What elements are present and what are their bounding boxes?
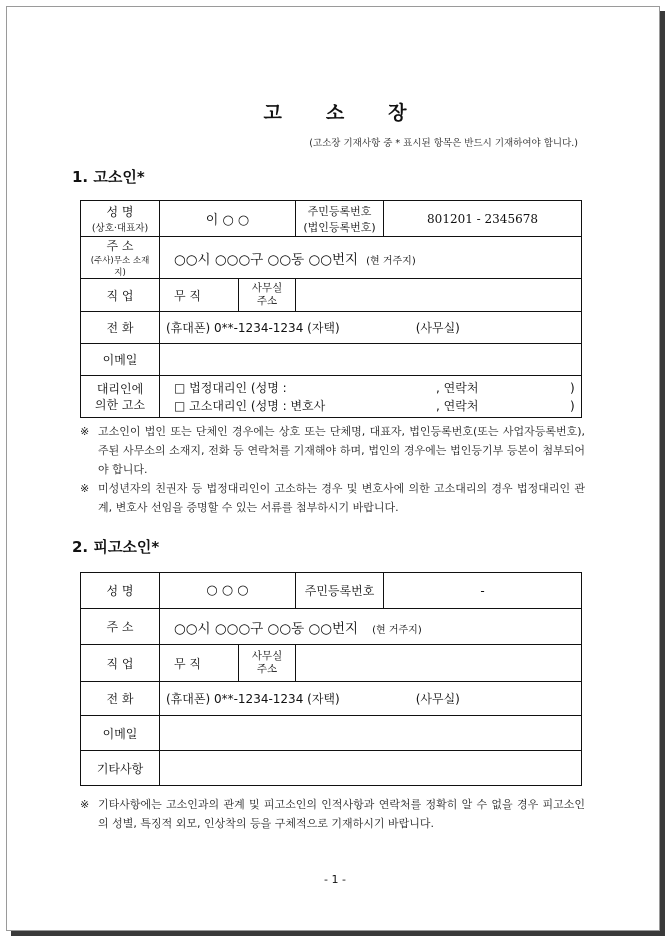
phone-value[interactable]: (휴대폰) 0**-1234-1234 (자택) (사무실) — [160, 682, 582, 716]
email-label: 이메일 — [81, 716, 160, 751]
row-address — [81, 237, 582, 279]
legal-rep-line[interactable]: □ 법정대리인 (성명 : , 연락처 ) — [174, 380, 575, 395]
name-label: 성 명 — [81, 573, 160, 609]
row-name — [81, 573, 582, 609]
job-label: 직 업 — [81, 645, 160, 682]
office-address-value[interactable] — [296, 279, 582, 312]
row-email — [81, 716, 582, 751]
title-char: 장 — [388, 102, 407, 124]
address-label: 주 소 (주사)무소 소재지) — [81, 237, 160, 279]
phone-value[interactable]: (휴대폰) 0**-1234-1234 (자택) (사무실) — [160, 312, 582, 344]
row-address — [81, 609, 582, 645]
other-label: 기타사항 — [81, 751, 160, 786]
complainant-heading: 1. 고소인* — [72, 168, 145, 186]
name-value[interactable]: ○ ○ ○ — [160, 573, 296, 609]
name-value[interactable]: 이 ○ ○ — [160, 201, 296, 237]
defendant-note-1: ※ 기타사항에는 고소인과의 관계 및 피고소인의 인적사항과 연락처를 정확히 알 수 없을 경우 피고소인의 성별, 특징적 외모, 인상착의 등을 구체적으로 기재하시기 바랍니다. — [80, 798, 585, 830]
row-name — [81, 201, 582, 237]
page-number: - 1 - — [324, 873, 346, 886]
title-char: 고 — [263, 102, 282, 124]
defendant-heading: 2. 피고소인* — [72, 538, 160, 556]
name-label: 성 명 (상호·대표자) — [81, 201, 160, 237]
address-value[interactable]: ○○시 ○○○구 ○○동 ○○번지 (현 거주지) — [160, 609, 582, 645]
phone-label: 전 화 — [81, 312, 160, 344]
row-representative — [81, 376, 582, 418]
row-phone — [81, 682, 582, 716]
address-value[interactable]: ○○시 ○○○구 ○○동 ○○번지 (현 거주지) — [160, 237, 582, 279]
office-address-label: 사무실 주소 — [239, 279, 296, 312]
email-value[interactable] — [160, 344, 582, 376]
row-other — [81, 751, 582, 786]
document-title — [0, 98, 670, 125]
attorney-rep-line[interactable]: □ 고소대리인 (성명 : 변호사 , 연락처 ) — [174, 398, 575, 413]
job-value[interactable]: 무 직 — [160, 279, 239, 312]
rrn-label: 주민등록번호 (법인등록번호) — [296, 201, 384, 237]
row-job — [81, 645, 582, 682]
other-value[interactable] — [160, 751, 582, 786]
rrn-value[interactable]: 801201 - 2345678 — [384, 201, 582, 237]
representative-label: 대리인에 의한 고소 — [81, 376, 160, 418]
complainant-table — [80, 200, 582, 418]
representative-value[interactable] — [160, 376, 582, 418]
row-email — [81, 344, 582, 376]
job-label: 직 업 — [81, 279, 160, 312]
office-address-value[interactable] — [296, 645, 582, 682]
rrn-label: 주민등록번호 — [296, 573, 384, 609]
complainant-note-1: ※ 고소인이 법인 또는 단체인 경우에는 상호 또는 단체명, 대표자, 법인등록번호(또는 사업자등록번호), 주된 사무소의 소재지, 전화 등 연락처를 기재해야 하며, 법인의 경우에는 법인등기부 등본이 첨부되어야 합니다. — [80, 425, 585, 476]
phone-label: 전 화 — [81, 682, 160, 716]
job-value[interactable]: 무 직 — [160, 645, 239, 682]
email-value[interactable] — [160, 716, 582, 751]
rrn-value[interactable]: - — [384, 573, 582, 609]
defendant-table — [80, 572, 582, 786]
row-job — [81, 279, 582, 312]
row-phone — [81, 312, 582, 344]
required-fields-note: (고소장 기재사항 중 * 표시된 항목은 반드시 기재하여야 합니다.) — [309, 138, 578, 149]
address-label: 주 소 — [81, 609, 160, 645]
complainant-note-2: ※ 미성년자의 친권자 등 법정대리인이 고소하는 경우 및 변호사에 의한 고소대리의 경우 법정대리인 관계, 변호사 선임을 증명할 수 있는 서류를 첨부하시기 바랍니다. — [80, 482, 585, 514]
office-address-label: 사무실 주소 — [239, 645, 296, 682]
email-label: 이메일 — [81, 344, 160, 376]
title-char: 소 — [325, 102, 345, 124]
